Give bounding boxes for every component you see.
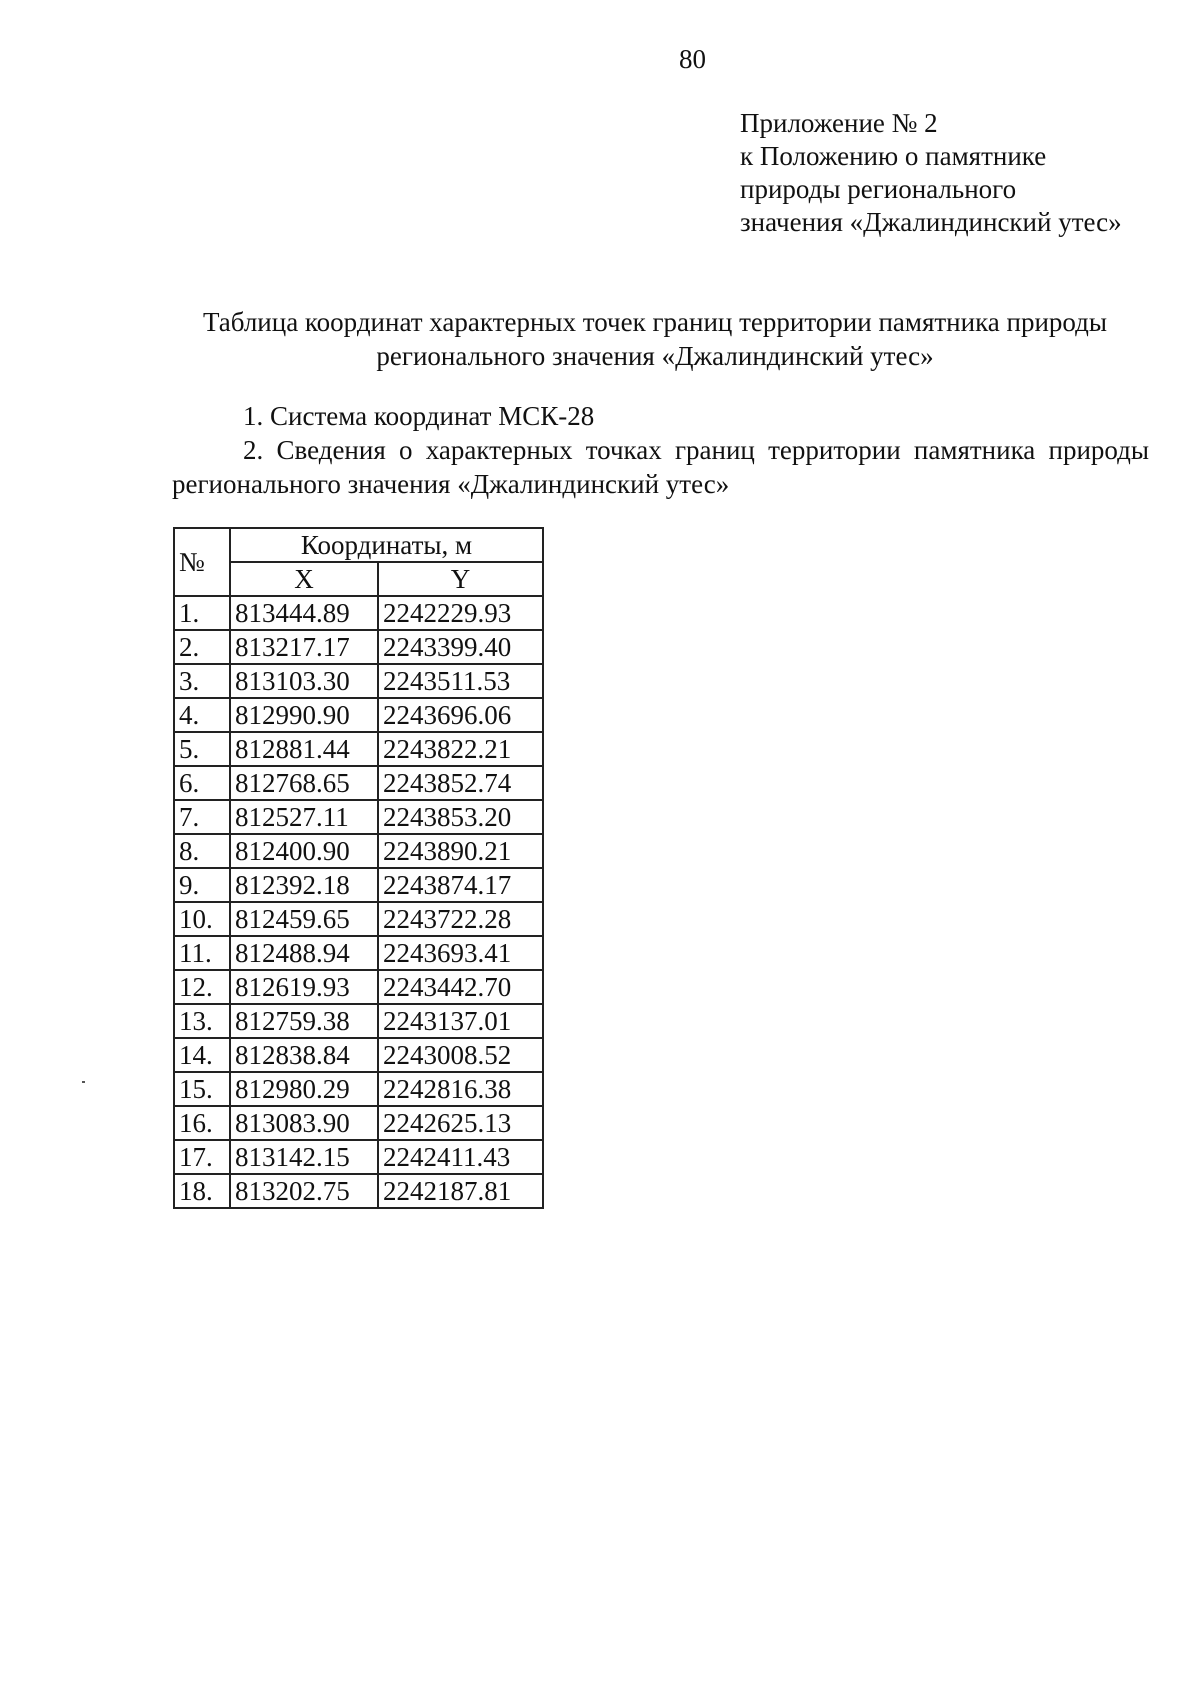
- coordinate-system-item: 1. Система координат МСК-28: [243, 401, 595, 431]
- appendix-line: природы регионального: [740, 174, 1017, 204]
- row-number-cell: 1.: [174, 596, 230, 630]
- table-row: [174, 630, 543, 664]
- y-coordinate-cell: 2243852.74: [378, 766, 543, 800]
- x-coordinate-cell: 813217.17: [230, 630, 378, 664]
- table-row: [174, 596, 543, 630]
- table-row: [174, 698, 543, 732]
- table-row: [174, 1140, 543, 1174]
- table-body: [174, 596, 543, 1208]
- y-coordinate-cell: 2242411.43: [378, 1140, 543, 1174]
- x-coordinate-cell: 812980.29: [230, 1072, 378, 1106]
- x-coordinate-cell: 812619.93: [230, 970, 378, 1004]
- y-coordinate-cell: 2243693.41: [378, 936, 543, 970]
- x-coordinate-cell: 812838.84: [230, 1038, 378, 1072]
- table-row: [174, 1004, 543, 1038]
- row-number-cell: 13.: [174, 1004, 230, 1038]
- row-number-cell: 15.: [174, 1072, 230, 1106]
- document-title-line: регионального значения «Джалиндинский утес»: [376, 341, 934, 371]
- header-coordinates: Координаты, м: [230, 528, 543, 562]
- y-coordinate-cell: 2243853.20: [378, 800, 543, 834]
- x-coordinate-cell: 812527.11: [230, 800, 378, 834]
- y-coordinate-cell: 2243442.70: [378, 970, 543, 1004]
- y-coordinate-cell: 2243696.06: [378, 698, 543, 732]
- y-coordinate-cell: 2243008.52: [378, 1038, 543, 1072]
- table-row: [174, 868, 543, 902]
- row-number-cell: 8.: [174, 834, 230, 868]
- row-number-cell: 11.: [174, 936, 230, 970]
- row-number-cell: 18.: [174, 1174, 230, 1208]
- table-row: [174, 936, 543, 970]
- page-number: 80: [679, 44, 706, 74]
- y-coordinate-cell: 2243890.21: [378, 834, 543, 868]
- x-coordinate-cell: 812488.94: [230, 936, 378, 970]
- x-coordinate-cell: 813142.15: [230, 1140, 378, 1174]
- row-number-cell: 3.: [174, 664, 230, 698]
- row-number-cell: 4.: [174, 698, 230, 732]
- x-coordinate-cell: 813202.75: [230, 1174, 378, 1208]
- table-header-row: [174, 562, 543, 596]
- table-row: [174, 1038, 543, 1072]
- appendix-line: к Положению о памятнике: [740, 141, 1047, 171]
- appendix-reference: [740, 107, 1122, 239]
- x-coordinate-cell: 813444.89: [230, 596, 378, 630]
- x-coordinate-cell: 812881.44: [230, 732, 378, 766]
- row-number-cell: 6.: [174, 766, 230, 800]
- table-row: [174, 1174, 543, 1208]
- row-number-cell: 14.: [174, 1038, 230, 1072]
- y-coordinate-cell: 2242229.93: [378, 596, 543, 630]
- y-coordinate-cell: 2243822.21: [378, 732, 543, 766]
- table-row: [174, 902, 543, 936]
- table-row: [174, 664, 543, 698]
- table-row: [174, 1072, 543, 1106]
- scan-speck: [82, 1081, 85, 1083]
- row-number-cell: 16.: [174, 1106, 230, 1140]
- table-row: [174, 834, 543, 868]
- table-row: [174, 1106, 543, 1140]
- x-coordinate-cell: 813083.90: [230, 1106, 378, 1140]
- y-coordinate-cell: 2242187.81: [378, 1174, 543, 1208]
- x-coordinate-cell: 813103.30: [230, 664, 378, 698]
- table-row: [174, 766, 543, 800]
- row-number-cell: 2.: [174, 630, 230, 664]
- appendix-line: Приложение № 2: [740, 108, 938, 138]
- x-coordinate-cell: 812400.90: [230, 834, 378, 868]
- appendix-line: значения «Джалиндинский утес»: [740, 207, 1122, 237]
- y-coordinate-cell: 2243511.53: [378, 664, 543, 698]
- x-coordinate-cell: 812768.65: [230, 766, 378, 800]
- row-number-cell: 7.: [174, 800, 230, 834]
- y-coordinate-cell: 2243722.28: [378, 902, 543, 936]
- row-number-cell: 5.: [174, 732, 230, 766]
- y-coordinate-cell: 2242625.13: [378, 1106, 543, 1140]
- document-title: [160, 305, 1150, 373]
- x-coordinate-cell: 812392.18: [230, 868, 378, 902]
- y-coordinate-cell: 2243399.40: [378, 630, 543, 664]
- y-coordinate-cell: 2242816.38: [378, 1072, 543, 1106]
- x-coordinate-cell: 812459.65: [230, 902, 378, 936]
- coordinates-table: [173, 527, 544, 1209]
- table-row: [174, 732, 543, 766]
- header-number: №: [174, 528, 230, 596]
- boundary-points-item: 2. Сведения о характерных точках границ территории памятника природы регионального значения «Джалиндинский утес»: [172, 435, 1149, 499]
- x-coordinate-cell: 812759.38: [230, 1004, 378, 1038]
- row-number-cell: 12.: [174, 970, 230, 1004]
- header-x: X: [230, 562, 378, 596]
- document-title-line: Таблица координат характерных точек границ территории памятника природы: [202, 307, 1108, 337]
- table-row: [174, 970, 543, 1004]
- y-coordinate-cell: 2243874.17: [378, 868, 543, 902]
- row-number-cell: 17.: [174, 1140, 230, 1174]
- table-row: [174, 800, 543, 834]
- row-number-cell: 10.: [174, 902, 230, 936]
- x-coordinate-cell: 812990.90: [230, 698, 378, 732]
- row-number-cell: 9.: [174, 868, 230, 902]
- table-header-row: [174, 528, 543, 562]
- header-y: Y: [378, 562, 543, 596]
- y-coordinate-cell: 2243137.01: [378, 1004, 543, 1038]
